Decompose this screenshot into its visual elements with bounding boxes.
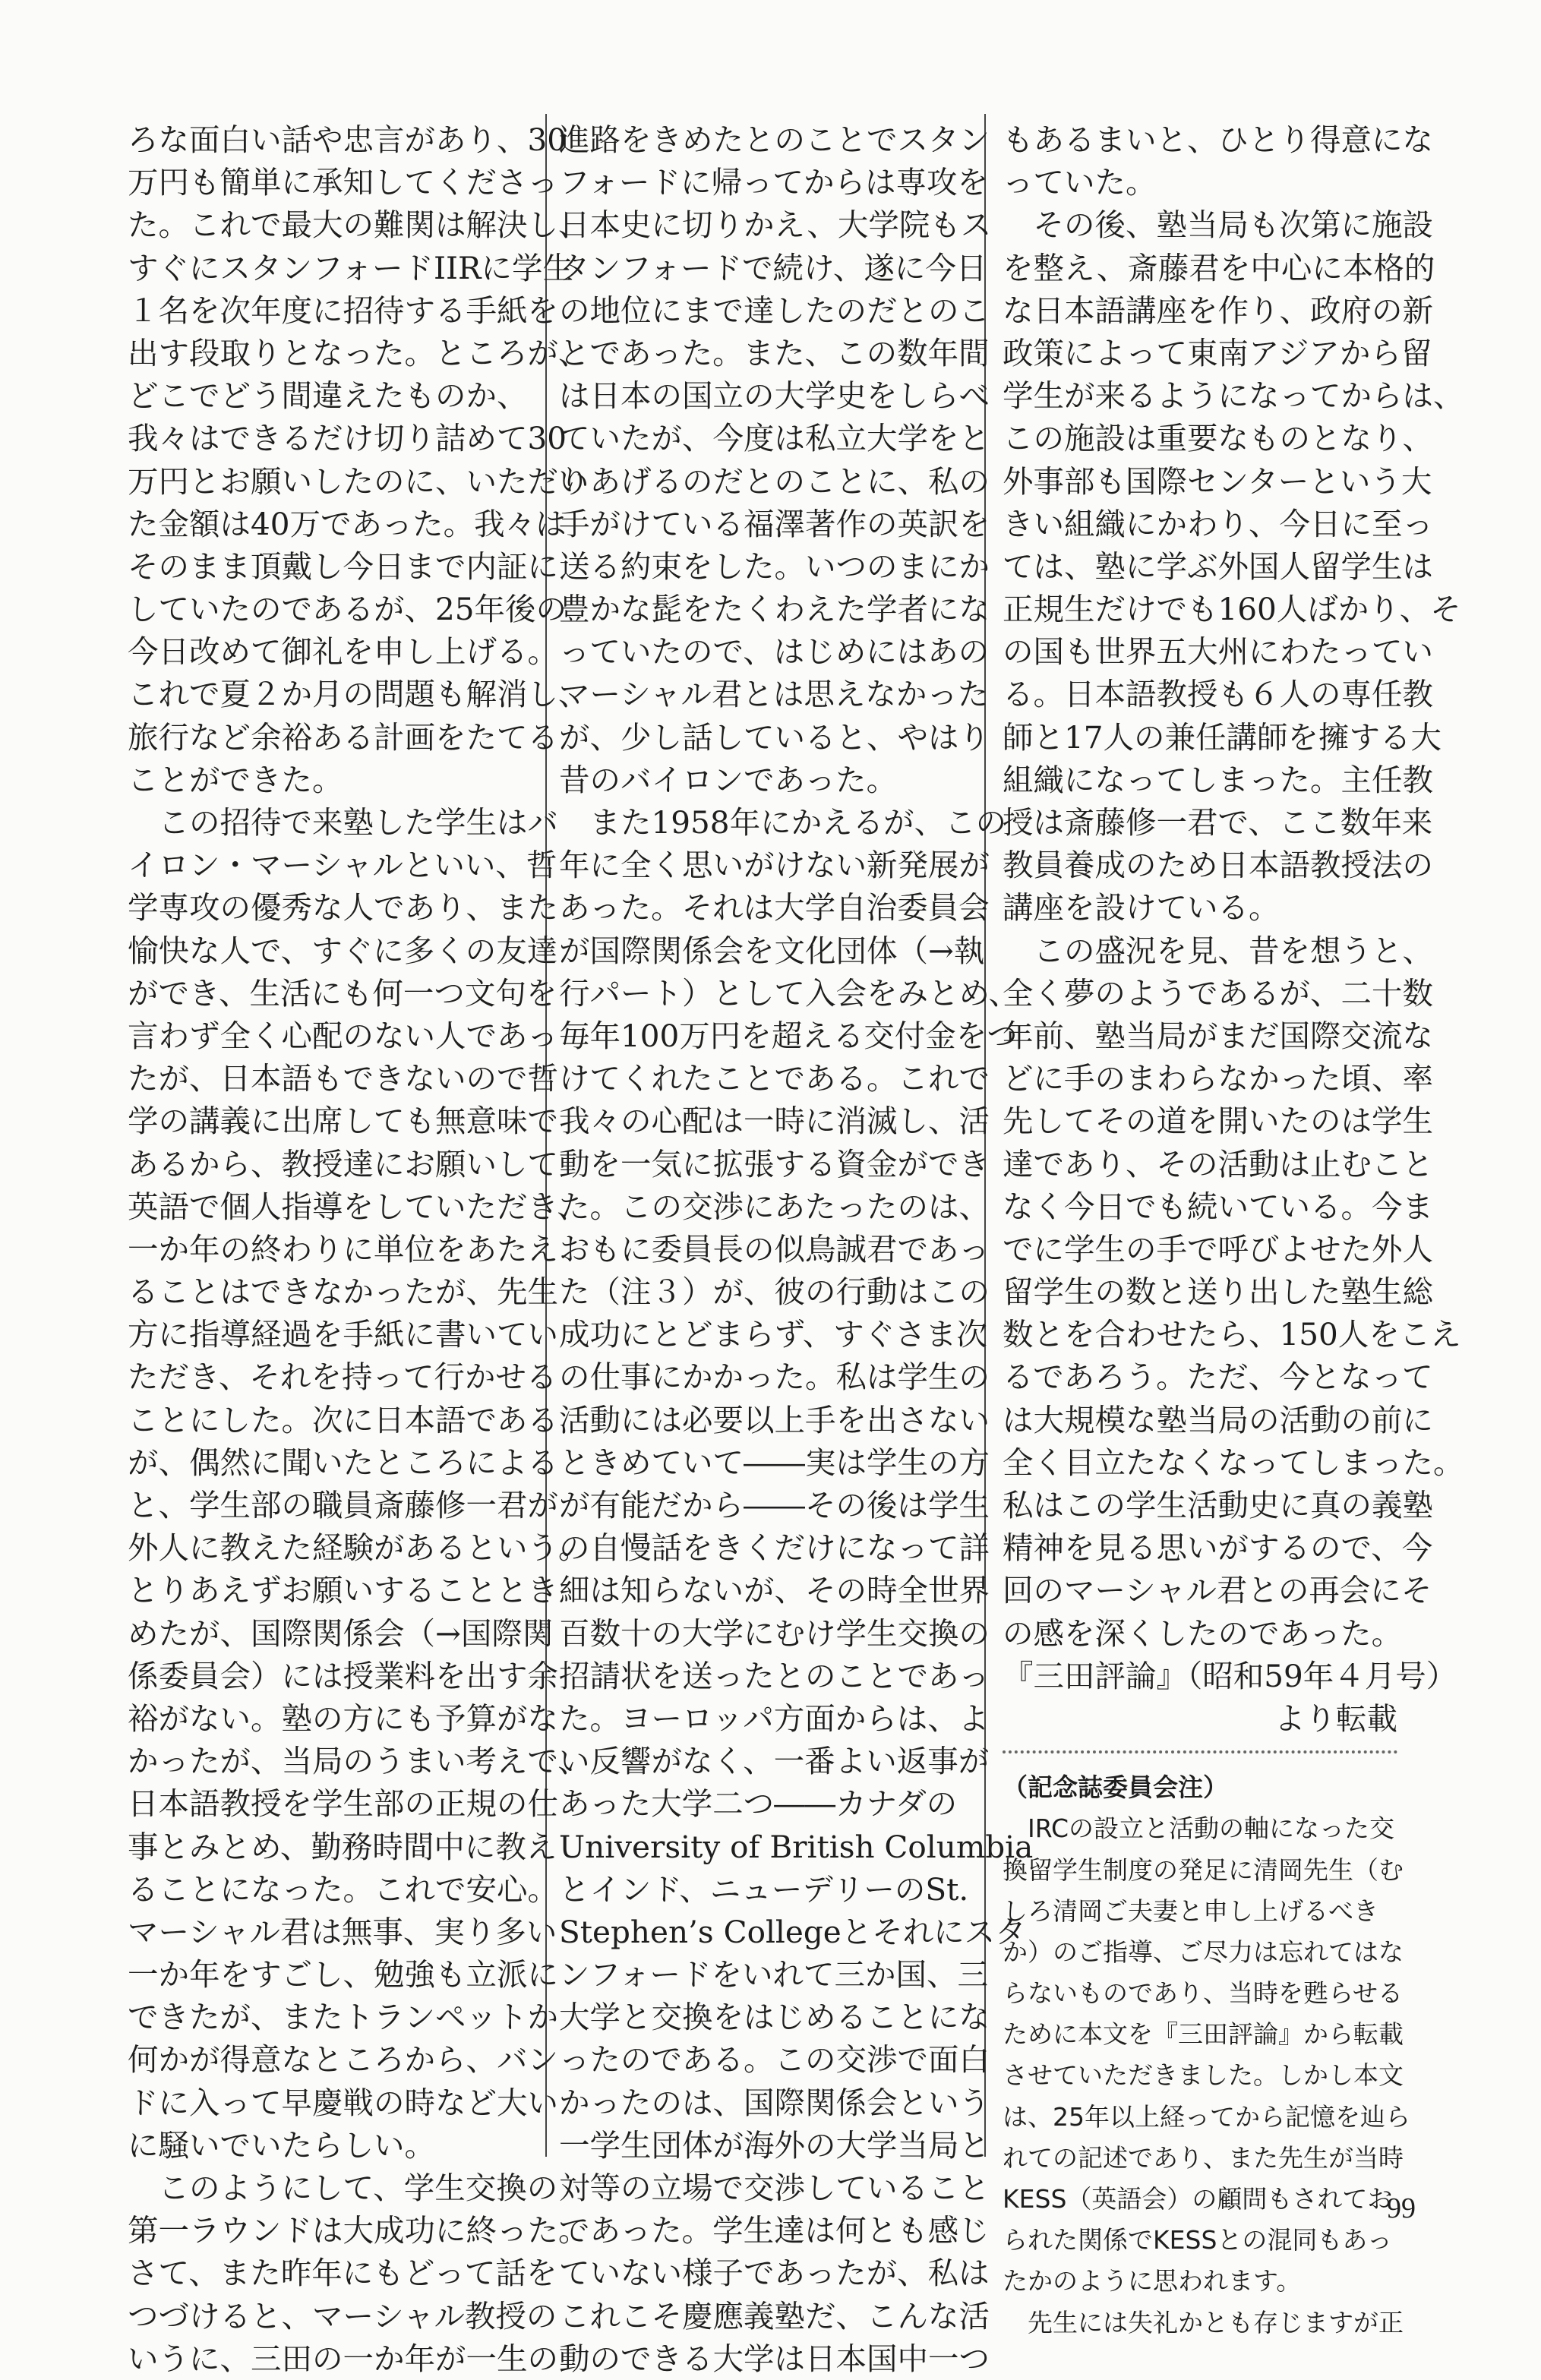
page-number: 99 [1387, 2192, 1416, 2224]
text-line: きい組織にかわり、今日に至っ [1003, 505, 1433, 542]
text-line: 出す段取りとなった。ところが、 [128, 334, 589, 371]
text-column-2 [559, 118, 1034, 2380]
text-line: 旅行など余裕ある計画をたてる [128, 718, 558, 756]
text-line: 学の講義に出席しても無意味で [128, 1103, 558, 1140]
text-line: 精神を見る思いがするので、今 [1003, 1529, 1433, 1567]
text-line: KESS（英語会）の顧問もされてお [1003, 2184, 1393, 2214]
text-line: かったが、当局のうまい考えで、 [128, 1743, 589, 1780]
text-line: マーシャル君とは思えなかった [559, 676, 989, 713]
text-column-1 [128, 118, 589, 2380]
text-line: 成功にとどまらず、すぐさま次 [559, 1316, 987, 1353]
text-line: の地位にまで達したのだとのこ [559, 292, 990, 329]
text-line: 回のマーシャル君との再会にそ [1003, 1572, 1432, 1609]
text-line: 愉快な人で、すぐに多くの友達 [128, 932, 558, 969]
text-line: る。日本語教授も６人の専任教 [1003, 676, 1433, 713]
text-line: 動を一気に拡張する資金ができ [559, 1145, 990, 1182]
text-line: 達であり、その活動は止むこと [1003, 1145, 1433, 1182]
text-line: 動のできる大学は日本国中一つ [559, 2340, 990, 2377]
text-line: 万円も簡単に承知してくださっ [128, 164, 558, 201]
text-line: このようにして、学生交換の [128, 2170, 558, 2206]
text-line: 教員養成のため日本語教授法の [1003, 847, 1433, 884]
text-line: 今日改めて御礼を申し上げる。 [128, 633, 558, 671]
text-line: その後、塾当局も次第に施設 [1003, 207, 1433, 244]
text-line: 毎年100万円を超える交付金をつ [559, 1017, 1018, 1054]
text-line: そのまま頂戴し今日まで内証に [128, 548, 558, 585]
text-line: この盛況を見、昔を想うと、 [1003, 932, 1433, 969]
text-line: させていただきました。しかし本文 [1003, 2060, 1404, 2091]
text-line: University of British Columbia [559, 1828, 1034, 1865]
text-line: もあるまいと、ひとり得意にな [1003, 122, 1433, 158]
text-line: た。この交渉にあたったのは、 [559, 1188, 990, 1225]
text-line: らないものであり、当時を甦らせる [1003, 1978, 1404, 2009]
text-line: 一か年の終わりに単位をあたえ [128, 1230, 558, 1267]
text-line: ただき、それを持って行かせる [128, 1359, 557, 1396]
text-line: 何かが得意なところから、バン [128, 2041, 558, 2079]
text-line: 活動には必要以上手を出さない [559, 1401, 990, 1438]
text-line: るであろう。ただ、今となって [1003, 1359, 1433, 1396]
text-line: 我々はできるだけ切り詰めて30 [128, 420, 567, 457]
text-line: い反響がなく、一番よい返事が [559, 1743, 990, 1780]
text-line: が、少し話していると、やはり [559, 718, 990, 756]
text-line: ることはできなかったが、先生 [128, 1274, 558, 1311]
text-line: 組織になってしまった。主任教 [1003, 761, 1433, 798]
text-line: 年前、塾当局がまだ国際交流な [1003, 1017, 1433, 1054]
text-line: 私はこの学生活動史に真の義塾 [1003, 1487, 1433, 1523]
text-line: 進路をきめたとのことでスタン [559, 122, 990, 158]
text-line: 師と17人の兼任講師を擁する大 [1003, 718, 1442, 756]
text-line: あるから、教授達にお願いして [128, 1145, 558, 1182]
text-line: 事とみとめ、勤務時間中に教え [128, 1828, 557, 1865]
text-line: 行パート）として入会をみとめ、 [559, 974, 1019, 1012]
text-line: ことにした。次に日本語である [128, 1401, 558, 1438]
text-line: 留学生の数と送り出した塾生総 [1003, 1274, 1433, 1311]
text-line: 年に全く思いがけない新発展が [559, 847, 990, 884]
text-line: この招待で来塾した学生はバ [128, 804, 558, 841]
text-line: 送る約束をした。いつのまにか [559, 548, 990, 585]
text-line: これこそ慶應義塾だ、こんな活 [559, 2297, 990, 2334]
text-line: できたが、またトランペットか [128, 1999, 558, 2036]
text-line: を整え、斎藤君を中心に本格的 [1003, 249, 1435, 286]
text-line: 大学と交換をはじめることにな [559, 1999, 990, 2036]
text-line: 外事部も国際センターという大 [1003, 462, 1432, 500]
text-line: １名を次年度に招待する手紙を [128, 292, 558, 329]
text-line: は日本の国立の大学史をしらべ [559, 377, 990, 415]
text-line: 学専攻の優秀な人であり、また [128, 889, 558, 926]
text-line: であった。学生達は何とも感じ [559, 2212, 990, 2249]
text-line: 対等の立場で交渉していること [559, 2170, 990, 2206]
text-line: っていた。 [1003, 164, 1157, 201]
text-line: 全く夢のようであるが、二十数 [1003, 974, 1433, 1012]
text-line: どに手のまわらなかった頃、率 [1003, 1060, 1433, 1097]
text-line: IRCの設立と活動の軸になった交 [1003, 1813, 1395, 1844]
text-line: マーシャル君は無事、実り多い [128, 1913, 557, 1950]
text-line: 係委員会）には授業料を出す余 [128, 1657, 558, 1694]
text-line: でに学生の手で呼びよせた外人 [1003, 1230, 1433, 1267]
text-line: ろな面白い話や忠言があり、30 [128, 122, 567, 158]
text-line: 昔のバイロンであった。 [559, 761, 898, 798]
text-line: ったのである。この交渉で面白 [559, 2041, 990, 2079]
text-line: 政策によって東南アジアから留 [1003, 334, 1432, 371]
text-line: ンフォードをいれて三か国、三 [559, 1956, 988, 1993]
text-line: れての記述であり、また先生が当時 [1003, 2142, 1404, 2173]
text-line: 先生には失礼かとも存じますが正 [1003, 2307, 1404, 2337]
text-line: られた関係でKESSとの混同もあっ [1003, 2225, 1393, 2255]
text-line: なく今日でも続いている。今ま [1003, 1188, 1433, 1225]
text-line: ていない様子であったが、私は [559, 2255, 990, 2292]
text-line: 万円とお願いしたのに、いただい [128, 462, 589, 500]
text-line: 第一ラウンドは大成功に終った。 [128, 2212, 589, 2249]
text-line: と、学生部の職員斎藤修一君が [128, 1487, 558, 1523]
text-line: の国も世界五大州にわたってい [1003, 633, 1433, 671]
text-line: イロン・マーシャルといい、哲 [128, 847, 557, 884]
text-line: さて、また昨年にもどって話を [128, 2255, 557, 2292]
text-line: 換留学生制度の発足に清岡先生（む [1003, 1854, 1404, 1885]
text-line: ては、塾に学ぶ外国人留学生は [1003, 548, 1433, 585]
text-line: ドに入って早慶戦の時など大い [128, 2084, 558, 2121]
text-line: 日本語教授を学生部の正規の仕 [128, 1785, 558, 1823]
text-line: の仕事にかかった。私は学生の [559, 1359, 990, 1396]
text-line: ときめていて――実は学生の方 [559, 1444, 990, 1481]
text-line: 正規生だけでも160人ばかり、そ [1003, 591, 1461, 628]
text-line: ことができた。 [128, 761, 343, 798]
text-line: Stephen’s Collegeとそれにスタ [559, 1913, 1026, 1950]
text-line: けてくれたことである。これで [559, 1060, 990, 1097]
text-line: フォードに帰ってからは専攻を [559, 164, 988, 201]
text-line: 数とを合わせたら、150人をこえ [1003, 1316, 1461, 1353]
text-line: 英語で個人指導をしていただき、 [128, 1188, 588, 1225]
text-line: この施設は重要なものとなり、 [1003, 420, 1433, 457]
text-line: あった大学二つ――カナダの [559, 1785, 958, 1823]
text-line: 裕がない。塾の方にも予算がな [128, 1700, 558, 1737]
text-line: たかのように思われます。 [1003, 2266, 1302, 2296]
text-line: 手がけている福澤著作の英訳を [559, 505, 990, 542]
text-line: おもに委員長の似鳥誠君であっ [559, 1230, 990, 1267]
text-line: とであった。また、この数年間 [559, 334, 990, 371]
text-line: あった。それは大学自治委員会 [559, 889, 990, 926]
text-line: 講座を設けている。 [1003, 889, 1280, 926]
text-line: 学生が来るようになってからは、 [1003, 377, 1464, 415]
text-line: とインド、ニューデリーのSt. [559, 1870, 969, 1908]
text-line: は大規模な塾当局の活動の前に [1003, 1401, 1433, 1438]
source-citation-line2: より転載 [1274, 1700, 1397, 1737]
text-line: 百数十の大学にむけ学生交換の [559, 1615, 990, 1652]
text-line: 細は知らないが、その時全世界 [559, 1572, 990, 1609]
text-line: 招請状を送ったとのことであっ [559, 1657, 990, 1694]
text-line: が有能だから――その後は学生 [559, 1487, 990, 1523]
text-line: ることになった。これで安心。 [128, 1870, 558, 1908]
text-line: た金額は40万であった。我々は [128, 505, 567, 542]
text-line: 一学生団体が海外の大学当局と [559, 2126, 990, 2164]
text-line: 一か年をすごし、勉強も立派に [128, 1956, 558, 1993]
text-line: ができ、生活にも何一つ文句を [128, 974, 557, 1012]
text-line: 言わず全く心配のない人であっ [128, 1017, 558, 1054]
text-line: ていたが、今度は私立大学をと [559, 420, 990, 457]
source-citation-line1: 『三田評論』（昭和59年４月号） [1003, 1657, 1457, 1694]
text-line: は、25年以上経ってから記憶を辿ら [1003, 2101, 1410, 2132]
text-line: っていたので、はじめにはあの [559, 633, 990, 671]
text-line: これで夏２か月の問題も解消し、 [128, 676, 589, 713]
text-line: た。ヨーロッパ方面からは、よ [559, 1700, 990, 1737]
text-line: つづけると、マーシャル教授の [128, 2297, 557, 2334]
text-line: どこでどう間違えたものか、 [128, 377, 528, 415]
text-line: 全く目立たなくなってしまった。 [1003, 1444, 1464, 1481]
text-line: 授は斎藤修一君で、ここ数年来 [1003, 804, 1433, 841]
text-line: また1958年にかえるが、この [559, 804, 1007, 841]
column-3-body [1003, 118, 1464, 1655]
text-line: の感を深くしたのであった。 [1003, 1615, 1403, 1652]
text-line: に騒いでいたらしい。 [128, 2126, 435, 2164]
text-line: いうに、三田の一か年が一生の [128, 2340, 558, 2377]
text-line: しろ清岡ご夫妻と申し上げるべき [1003, 1895, 1378, 1926]
text-line: していたのであるが、25年後の [128, 591, 567, 628]
text-line: 日本史に切りかえ、大学院もス [559, 207, 992, 244]
text-line: 外人に教えた経験があるという。 [128, 1529, 589, 1567]
text-line: たが、日本語もできないので哲 [128, 1060, 558, 1097]
text-line: が国際関係会を文化団体（→執 [559, 932, 985, 969]
text-line: た（注３）が、彼の行動はこの [559, 1274, 990, 1311]
text-line: 我々の心配は一時に消滅し、活 [559, 1103, 990, 1140]
text-line: か）のご指導、ご尽力は忘れてはな [1003, 1937, 1404, 1967]
text-line: 先してその道を開いたのは学生 [1003, 1103, 1433, 1140]
text-line: かったのは、国際関係会という [559, 2084, 990, 2121]
editor-note-heading: （記念誌委員会注） [1003, 1772, 1228, 1803]
text-line: タンフォードで続け、遂に今日 [559, 249, 987, 286]
text-line: ために本文を『三田評論』から転載 [1003, 2019, 1404, 2050]
text-line: な日本語講座を作り、政府の新 [1003, 292, 1433, 329]
text-line: めたが、国際関係会（→国際関 [128, 1615, 554, 1652]
text-line: が、偶然に聞いたところによる [128, 1444, 558, 1481]
text-line: の自慢話をきくだけになって詳 [559, 1529, 990, 1567]
text-line: 方に指導経過を手紙に書いてい [128, 1316, 558, 1353]
text-line: すぐにスタンフォードIIRに学生 [128, 249, 573, 286]
text-line: とりあえずお願いすることとき [128, 1572, 558, 1609]
text-line: た。これで最大の難関は解決し、 [128, 207, 589, 244]
dotted-divider [1003, 1750, 1397, 1753]
text-line: 豊かな髭をたくわえた学者にな [559, 591, 990, 628]
text-line: りあげるのだとのことに、私の [559, 462, 990, 500]
